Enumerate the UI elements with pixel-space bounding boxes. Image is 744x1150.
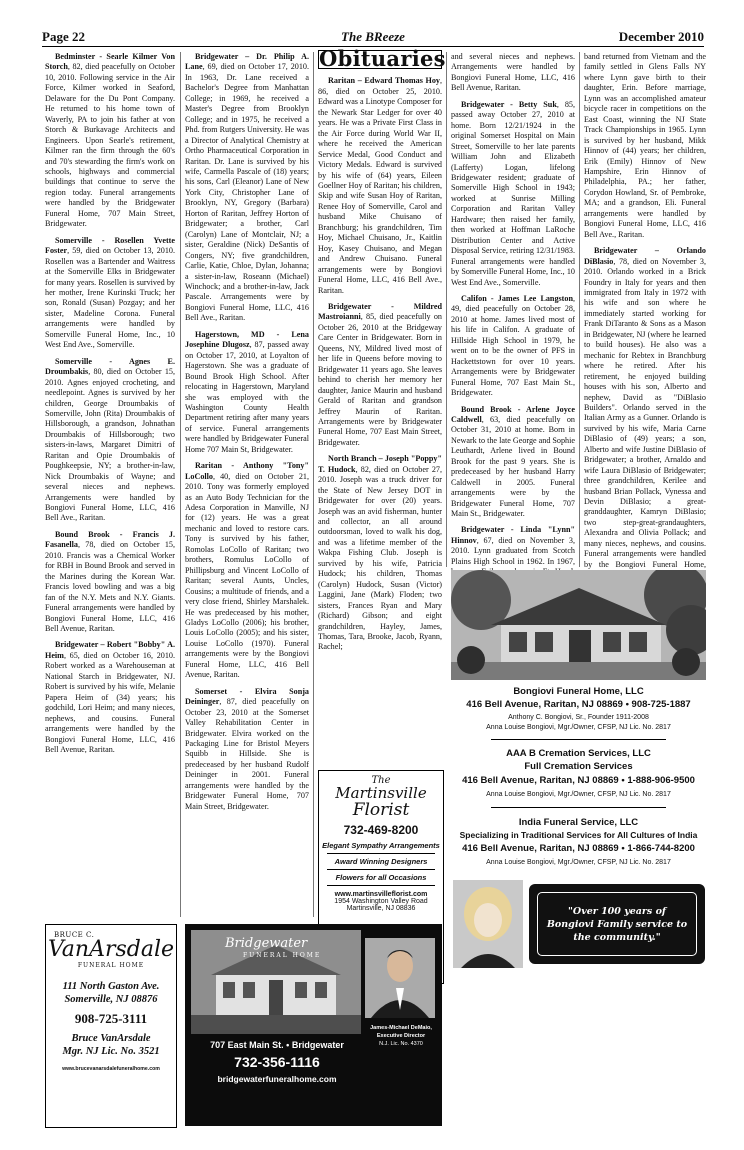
bongiovi-founder: Anthony C. Bongiovi, Sr., Founder 1911-2008 — [508, 714, 649, 721]
obituary-entry — [584, 52, 706, 240]
cremation-address: 416 Bell Avenue, Raritan, NJ 08869 • 1-888-906-9500 — [462, 775, 695, 786]
india-address: 416 Bell Avenue, Raritan, NJ 08869 • 1-866-744-8200 — [462, 843, 695, 854]
newspaper-name: The BReeze — [341, 29, 405, 44]
obituary-entry — [584, 246, 706, 581]
florist-phone: 732-469-8200 — [343, 823, 419, 837]
cremation-manager: Anna Louise Bongiovi, Mgr./Owner, CFSP, NJ Lic. No. 2817 — [486, 791, 671, 798]
obituary-text: band returned from Vietnam and the family settled in Glens Falls NY where Lynn gave birth to their daughter, Erin. Before marriage, Lynn was an accomplished amateur bicycle racer in competitions on the East Coast, winning the NJ State Track Championships in 1965. Lynn is survived by her husband, Mikk Hinnov of (44) years; her children, Erik (Emily) Hinnov of New Hampshire, Erin Hinnov of Philadelphia, PA.; her father, Corydon Howland, Sr. of Pembroke, MA; and a grandson, Eli. Funeral arrangements were handled by Bongiovi Funeral Home, LLC, 416 Bell Ave., Raritan. — [584, 52, 706, 239]
obituary-text: , 59, died on October 13, 2010. Rosellen was a Bartender and Waitress at the Somerville Elks in Bridgewater for many years. Rosellen is survived by her mother, Irene Kurinski Truck; her son, Ronald (Susan) Pozgay; and her sister, Madeline Corona. Funeral arrangements were handled by Somerville Funeral Home, Inc., 10 West End Ave., Somerville. — [45, 246, 175, 350]
column-divider — [579, 52, 580, 567]
obituary-entry — [451, 294, 575, 399]
obituary-name: Bridgewater - Betty Suk — [461, 99, 557, 109]
page-header — [42, 26, 704, 46]
florist-line-2: Award Winning Designers — [334, 857, 428, 866]
obituary-entry — [318, 76, 442, 296]
india-manager: Anna Louise Bongiovi, Mgr./Owner, CFSP, NJ Lic. No. 2817 — [486, 859, 671, 866]
obituary-text: , 85, died peacefully on October 26, 2010 at the Bridgeway Care Center in Bridgewater. Born in Queens, NY, Mildred lived most of her life in Queens before moving to Bridgewater 11 years ago. She leaves behind to cherish her memory her daughter, Janice Maurin and husband Gerald of Raritan and grandson Jeffrey Maurin of Raritan. Arrangements were by Bridgewater Funeral Home, 707 East Main Street, Bridgewater. — [318, 312, 442, 447]
obituary-name: Bedminster - Searle Kilmer Von Storch — [45, 52, 175, 72]
person-icon — [365, 938, 435, 1018]
cremation-subtitle: Full Cremation Services — [524, 761, 633, 772]
obituary-name: Bridgewater – Orlando DiBlasio — [584, 246, 706, 266]
florist-line-1: Elegant Sympathy Arrangements — [322, 841, 440, 850]
obituary-name: Bridgewater – Dr. Philip A. Lane — [185, 52, 309, 72]
florist-address-2: Martinsville, NJ 08836 — [346, 905, 416, 912]
funeral-home-building-icon — [451, 570, 706, 680]
vanarsdale-address-1: 111 North Gaston Ave. — [62, 981, 160, 992]
vanarsdale-name: VanArsdale — [47, 937, 175, 962]
obituary-name: Bridgewater - Linda "Lynn" Hinnov — [451, 525, 575, 545]
director-title: Executive Director — [376, 1033, 426, 1039]
obituary-entry — [45, 530, 175, 635]
obituary-text: , 86, died on October 25, 2010. Edward was a Linotype Composer for the Newark Star Ledger for over 40 years. He was a Private First Class in the Air Force during World War II, where he received the American Service Medal, Good Conduct and Victory Medals. Edward is survived by his wife of (64) years, Eileen Goellner Hoy of Raritan; his children, Skip and wife Susan Hoy of Raritan, Renee Hoy of Somerville, Carol and husband Mike Chuisano of Branchburg; his grandchildren, Tim Hoy, Michael Chuisano, Jr., Kaitlin Hoy, Kasey Chuisano, and Megan and Andrew Chuisano. Funeral arrangements were by Bongiovi Funeral Home, LLC, 416 Bell Ave., Raritan. — [318, 76, 442, 295]
obituary-column-2 — [185, 52, 309, 917]
bongiovi-address: 416 Bell Avenue, Raritan, NJ 08869 • 908-725-1887 — [466, 699, 691, 710]
obituary-text: , 67, died on November 3, 2010. Lynn graduated from Scotch Plains High School in 1962. In 1967, — [451, 535, 575, 566]
obituary-column-3 — [318, 46, 446, 767]
obituary-text: , 87, passed away on October 17, 2010, at Loyalton of Hagerstown. She was a graduate of Bound Brook High School. After relocating in Hagerstown, Maryland she was employed with the Washington County Health Department retiring after many years of service. Funeral arrangements were handled by Bridgewater Funeral Home 707 Main St, Bridgewater. — [185, 340, 309, 454]
person-icon — [453, 880, 523, 968]
obituary-name: Bound Brook - Francis J. Fasanella — [45, 529, 175, 550]
funeral-home-photo — [451, 570, 706, 680]
obituary-name: Somerville - Rosellen Yvette Foster — [45, 235, 175, 256]
obituary-text: , 82, died peacefully on October 10, 2010. Following service in the Air Force, Kilmer worked in Seaford, Delaware for the Du Pont Company. He returned to his home town of Waverly, PA to join his father at von Storch & Burkavage Architects and Engineers. Upon Searle's retirement, Kilmer ran the firm through the 60's and 70's stewarding the firm's work on schools, highways and commercial buildings that continue to serve the region today. Funeral arrangements were handled by the Bridgewater Funeral Home, 707 Main Street, Bridgewater. — [45, 62, 175, 229]
issue-date: December 2010 — [618, 29, 704, 44]
column-divider — [313, 52, 314, 917]
obituaries-heading: Obituaries — [319, 46, 446, 71]
india-name: India Funeral Service, LLC — [518, 817, 639, 828]
florist-address-1: 1954 Washington Valley Road — [334, 898, 428, 905]
vanarsdale-phone: 908-725-3111 — [74, 1011, 148, 1026]
vanarsdale-subtitle: FUNERAL HOME — [77, 962, 145, 969]
obituary-column-5 — [584, 52, 706, 567]
india-subtitle: Specializing in Traditional Services for All Cultures of India — [459, 830, 698, 840]
obituary-text: , 69, died on October 17, 2010. In 1963, Dr. Lane received a Bachelor's Degree from Manhattan College; in 1969, he received a Master's Degree from Brooklyn College; and in 1975, he received a Phd. from Rutgers University. He was a Director of Analytical Chemistry at Ortho Pharmaceutical Corporation in Raritan. Dr. Lane is survived by his wife, Carmella Pascale of (18) years; his sons, Carl (Eleanor) Lane of New York City, Christopher Lane of Brooklyn, NY, Gregory (Barbara) Horton of Raritan, Jeffrey Horton of Bridgewater; a brother, Carl (Carolyn) Lane of Montclair, NJ; a sister, Geraldine (Nick) DeSantis of Congers, NY; five grandchildren, Carlie, Katie, Chloe, Dylan, Johanna; a sister-in-law, Roseann (Michael) Winchock; and a brother-in-law, Jack Pascale. Arrangements were by Bongiovi Funeral Home, LLC, 416 Bell Ave., Raritan. — [185, 62, 309, 323]
obituary-entry — [451, 52, 575, 94]
column-divider — [446, 52, 447, 567]
obituary-text: , 85, passed away October 27, 2010 at home. Born 12/21/1924 in the original Somerset Hospital on Main Street, Somerville to her late parents William John and Elizabeth (Lafferty) Logan, lifelong Bridgewater resident; graduate of Somerville High School in 1943; worked at Sunrise Milling Corporation and Raritan Valley Hardware; then raised her family, then worked at Hoffman LaRoche Distribution Center and Active Disposal Service, retiring 12/31/1983. Funeral arrangements were handled by Somerville Funeral Home, Inc., 10 West End Ave., Somerville. — [451, 99, 575, 287]
director-license: N.J. Lic. No. 4370 — [379, 1041, 423, 1047]
director-caption — [363, 1024, 439, 1048]
obituary-text: , 78, died on October 15, 2010. Francis was a Chemical Worker for RBH in Bound Brook and served in the Marines during the Korean War. Francis loved bowling and was a big fan of the N.Y. Mets and N.Y. Giants. Funeral arrangements were handled by Bongiovi Funeral Home, LLC, 416 Bell Avenue, Raritan. — [45, 540, 175, 634]
obituary-entry — [185, 687, 309, 812]
obituary-text: , 82, died on October 27, 2010. Joseph was a truck driver for the State of New Jersey DOT in Bridgewater for over (20) years. Joseph was an avid fisherman, hunter and collector, an all around outdoorsman, loved to walk his dog, and was a lifetime member of the Wakpa Fishing Club. Joseph is survived by his wife, Patricia Hudock; his children, Thomas (Carolyn) Hudock, Susan (Victor) Laggini, Jane (Mark) Floden; two sisters, Frances Ryan and Mary (Richard) Gibson; and eight grandchildren, Hayley, James, Thomas, Tara, Brooke, Jacob, Ryann, Rachel; — [318, 464, 442, 652]
obituary-name: Bridgewater – Robert "Bobby" A. Heim — [45, 640, 175, 660]
bridgewater-funeral-ad — [185, 924, 442, 1126]
obituary-text: and several nieces and nephews. Arrangements were handled by Bongiovi Funeral Home, LLC, 416 Bell Avenue, Raritan. — [451, 52, 575, 93]
director-name: James-Michael DeMaio, — [370, 1025, 432, 1031]
obituary-entry — [45, 52, 175, 230]
obituary-entry — [318, 454, 442, 653]
bridgewater-phone: 732-356-1116 — [234, 1054, 320, 1070]
obituary-name: Hagerstown, MD - Lena Josephine Dlugosz — [185, 329, 309, 350]
bridgewater-subtitle: FUNERAL HOME — [243, 952, 322, 959]
obituary-name: Somerset - Elvira Sonja Deininger — [185, 686, 309, 707]
bongiovi-quote-box — [529, 884, 705, 964]
obituary-text: , 40, died on October 21, 2010. Tony was formerly employed as an Auto Body Technician for the Adesa Corporation in Manville, NJ for (12) years. He was a great mechanic and loved to restore cars. Tony is survived by his father, Romolas LoCollo of Raritan; two brothers, Romulus LoCollo of Phillipsburg and Vincent LoCollo of Raritan; several Aunts, Uncles, Cousins; a multitude of friends, and a very close friend, Shirley Marshalek. He was predeceased by his mother, Gladys LoCollo (2006); his brother, Louis LoCollo (2005); and his sister, Louise LoCollo (1970). Funeral arrangements were by the Bongiovi Funeral Home, LLC, 416 Bell Avenue, Raritan. — [185, 471, 309, 680]
florist-line-3: Flowers for all Occasions — [335, 873, 427, 882]
obituary-entry — [185, 461, 309, 681]
obituary-name: Bound Brook - Arlene Joyce Caldwell — [451, 404, 575, 424]
cremation-name: AAA B Cremation Services, LLC — [506, 748, 651, 759]
obituary-entry — [318, 302, 442, 448]
obituary-name: Somerville - Agnes E. Droumbakis — [45, 356, 175, 377]
obituary-column-4 — [451, 52, 575, 567]
florist-website[interactable]: www.martinsvilleflorist.com — [334, 891, 428, 898]
obituary-column-1 — [45, 52, 175, 917]
obituary-entry — [451, 405, 575, 520]
obituary-name: Bridgewater - Mildred Mastroianni — [318, 301, 442, 322]
obituary-text: , 80, died on October 15, 2010. Agnes enjoyed crocheting, and needlepoint. Agnes is survived by her children, George Droumbakis of Somerville, John (Rita) Droumbakis of Hillsborough, a grandson, Johnathan Droumbakis of Hillsborough; two sisters-in-laws, Margaret Dimitri of Raritan and Opie Droumbakis of Poughkeepsie, NY; a brother-in-law, Nick Droumbakis of Wayne; and several nieces and nephews. Arrangements were handled by Bongiovi Funeral Home, LLC, 416 Bell Ave., Raritan. — [45, 367, 175, 523]
obituary-entry — [45, 236, 175, 351]
bridgewater-address: 707 East Main St. • Bridgewater — [210, 1040, 344, 1050]
vanarsdale-website[interactable]: www.brucevanarsdalefuneralhome.com — [62, 1066, 160, 1072]
page-number: Page 22 — [42, 29, 85, 44]
vanarsdale-manager: Bruce VanArsdale — [71, 1033, 151, 1044]
obituary-entry — [185, 52, 309, 324]
owner-portrait — [453, 880, 523, 968]
obituary-text: , 63, died peacefully on October 31, 2010 at home. Born in Newark to the late George and Sophie Leuthardt, Arlene lived in Bound Brook for the past 9 years. She is predeceased by her husband Harry Caldwell in 2005. Funeral arrangements were by the Bridgewater Funeral Home, 707 Main St., Bridgewater. — [451, 414, 575, 519]
obituary-name: North Branch – Joseph "Poppy" T. Hudock — [318, 454, 442, 474]
vanarsdale-funeral-ad — [45, 924, 177, 1128]
obituary-entry — [185, 330, 309, 455]
obituary-text: , 65, died on October 16, 2010. Robert worked as a Warehouseman at National Starch in Bridgewater, NJ. Robert is survived by his wife, Melanie Papera Heim of (34) years; his godchild, Lori Heim; and many nieces, nephews, and cousins. Funeral arrangements were handled by the Bongiovi Funeral Home, LLC, 416 Bell Avenue, Raritan. — [45, 650, 175, 754]
obituary-text: , 78, died on November 3, 2010. Orlando worked in a Brick Foundry in Italy for years and then immigrated from Italy in 1972 with his wife and son where he immediately started working for Frank DiTaranto & Sons as a Mason in Bridgewater, NJ (where he learned to build houses). He also was a mechanic for Rebtex in Branchburg where he retired. After his retirement, he enjoyed building houses with his son, Alberto and nephew, David as "DiBlasio Builders". Orlando served in the Italian Army as a Gunner. Orlando is survived by his wife, Maria Carne DiBlasio of (49) years; a son, Alberto and wife Justine DiBlasio of Bridgewater; a brother, Arnaldo and wife Laura DiBlasio of Bridgewater; three grandchildren, Kerilee and husband Brian Pollack, Vynessa and Devin DiBlasio; a great-granddaughter, Kamryn DiBlasio; two step-great-grandaughters, Alexandra and Olivia Pollack; and many nieces, nephews, and cousins. Funeral arrangements were handled by the Bongiovi Funeral Home, — [584, 256, 706, 569]
obituary-name: Califon - James Lee Langston — [461, 293, 573, 303]
florist-the: The — [371, 775, 391, 786]
bridgewater-website[interactable]: bridgewaterfuneralhome.com — [217, 1074, 337, 1084]
florist-name-1: Martinsville — [335, 784, 427, 802]
vanarsdale-address-2: Somerville, NJ 08876 — [64, 994, 158, 1005]
obituary-entry — [45, 357, 175, 524]
bridgewater-name: Bridgewater — [225, 936, 308, 951]
obituary-name: Raritan - Anthony "Tony" LoCollo — [185, 461, 309, 481]
obituary-entry — [451, 100, 575, 288]
obituary-name: Raritan – Edward Thomas Hoy — [328, 76, 440, 86]
obituary-entry — [45, 640, 175, 755]
obituary-text: , 49, died peacefully on October 28, 2010 at home. James lived most of his life in Califon. A graduate of Hillside High School in 1979, he went on to be the owner of PFS in Hackettstown for over 10 years. Arrangements were by Bridgewater Funeral Home, 707 East Main St., Bridgewater. — [451, 293, 575, 398]
bongiovi-quote: "Over 100 years of Bongiovi Family service to the community." — [546, 905, 688, 943]
director-portrait — [365, 938, 435, 1018]
column-divider — [180, 52, 181, 917]
bongiovi-manager: Anna Louise Bongiovi, Mgr./Owner, CFSP, NJ Lic. No. 2817 — [486, 724, 671, 731]
obituary-text: , 87, died peacefully on October 23, 2010 at the Somerset Valley Rehabilitation Center in Bridgewater. Elvira worked on the Packaging Line for Bristol Meyers Squibb in Hillside. She is predeceased by her husband Rudolf Deininger in 2001. Funeral arrangements were handled by the Bridgewater Funeral Home, 707 Main Street, Bridgewater. — [185, 697, 309, 811]
bongiovi-name: Bongiovi Funeral Home, LLC — [513, 686, 644, 697]
vanarsdale-license: Mgr. NJ Lic. No. 3521 — [62, 1046, 160, 1057]
vanarsdale-bruce: BRUCE C. — [54, 931, 95, 939]
florist-name-2: Florist — [352, 800, 410, 820]
bongiovi-funeral-ad — [451, 684, 706, 974]
